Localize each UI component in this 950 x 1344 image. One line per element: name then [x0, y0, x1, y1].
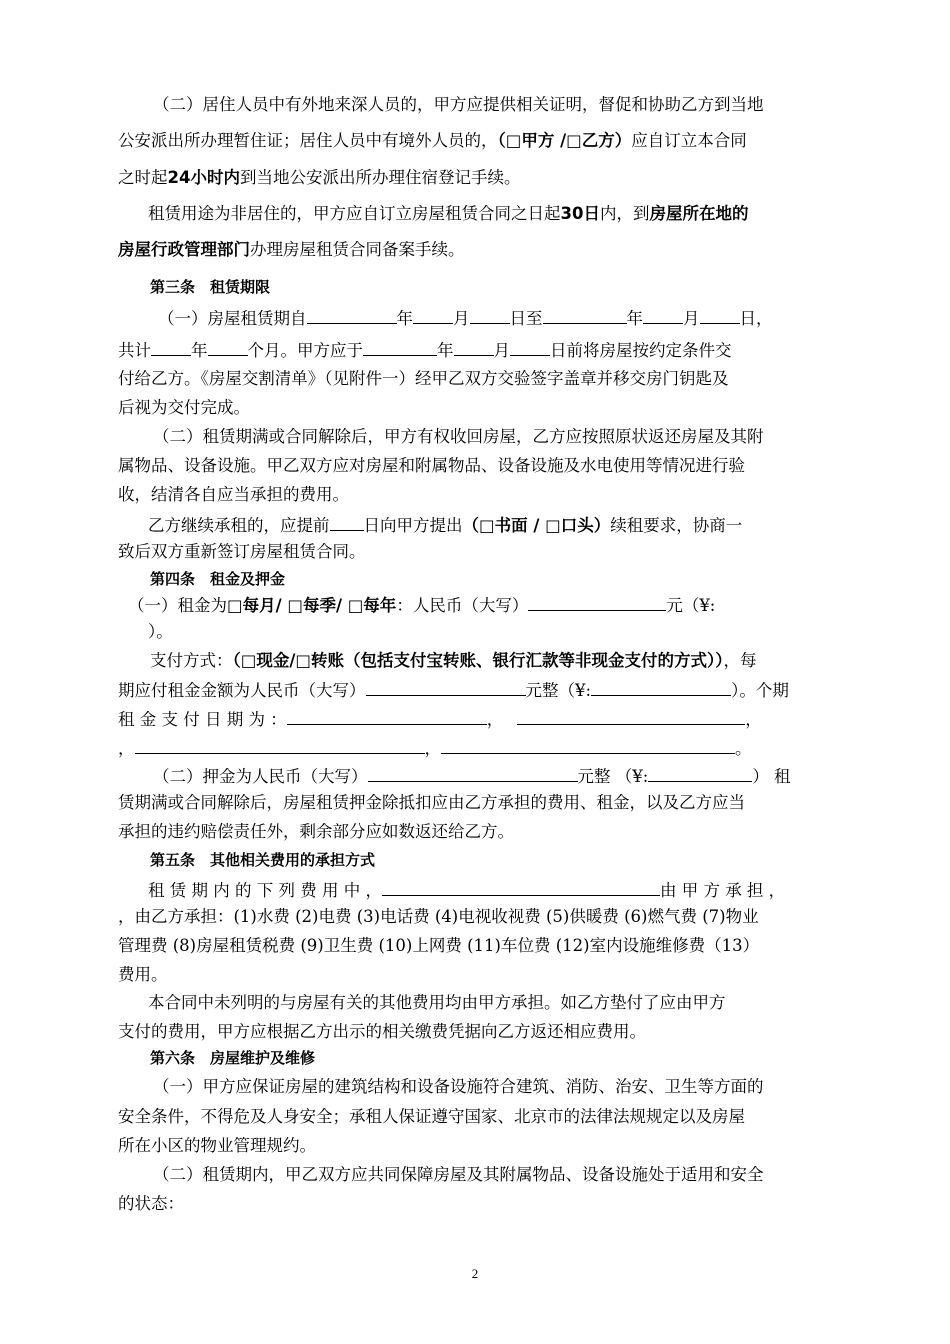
paragraph-line: ， ， 。	[118, 739, 752, 758]
paragraph-line: （一）甲方应保证房屋的建筑结构和设备设施符合建筑、消防、治安、卫生等方面的	[153, 1077, 764, 1096]
paragraph-line: （一）租金为□每月/ □每季/ □每年：人民币（大写） 元（¥:	[128, 596, 716, 615]
blank-field[interactable]	[517, 708, 745, 725]
paragraph-line: 之时起24小时内到当地公安派出所办理住宿登记手续。	[118, 168, 521, 187]
blank-field[interactable]	[330, 514, 364, 531]
paragraph-line: 租 金 支 付 日 期 为 ： ， ，	[118, 710, 762, 729]
paragraph-line: 承担的违约赔偿责任外，剩余部分应如数返还给乙方。	[118, 822, 514, 841]
paragraph-line: ，由乙方承担：(1)水费 (2)电费 (3)电话费 (4)电视收视费 (5)供暖费 (6)燃气费 (7)物业	[118, 907, 759, 926]
paragraph-line: 费用。	[118, 965, 168, 984]
paragraph-line: 支付方式：（□现金/□转账（包括支付宝转账、银行汇款等非现金支付的方式）），每	[150, 651, 757, 670]
section-heading: 第四条 租金及押金	[150, 570, 286, 588]
paragraph-line: ）。	[148, 622, 173, 641]
blank-field[interactable]	[441, 737, 735, 754]
blank-field[interactable]	[510, 339, 550, 356]
paragraph-line: （一）房屋租赁期自 年 月 日至 年 月 日，	[158, 309, 773, 328]
blank-field[interactable]	[307, 307, 397, 324]
paragraph-line: 房屋行政管理部门办理房屋租赁合同备案手续。	[118, 240, 465, 259]
blank-field[interactable]	[366, 679, 526, 696]
blank-field[interactable]	[135, 737, 425, 754]
blank-field[interactable]	[470, 307, 510, 324]
blank-field[interactable]	[363, 339, 437, 356]
blank-field[interactable]	[648, 765, 752, 782]
paragraph-line: 属物品、设备设施。甲乙双方应对房屋和附属物品、设备设施及水电使用等情况进行验	[118, 456, 745, 475]
paragraph-line: 安全条件，不得危及人身安全；承租人保证遵守国家、北京市的法律法规规定以及房屋	[118, 1107, 745, 1126]
paragraph-line: 租赁用途为非居住的，甲方应自订立房屋租赁合同之日起30日内，到房屋所在地的	[148, 204, 749, 223]
blank-field[interactable]	[591, 679, 731, 696]
paragraph-line: 后视为交付完成。	[118, 398, 250, 417]
blank-field[interactable]	[413, 307, 453, 324]
paragraph-line: 所在小区的物业管理规约。	[118, 1136, 316, 1155]
blank-field[interactable]	[454, 339, 494, 356]
paragraph-line: 本合同中未列明的与房屋有关的其他费用均由甲方承担。如乙方垫付了应由甲方	[148, 993, 726, 1012]
paragraph-line: （二）居住人员中有外地来深人员的，甲方应提供相关证明，督促和协助乙方到当地	[153, 95, 764, 114]
paragraph-line: 付给乙方。《房屋交割清单》（见附件一）经甲乙双方交验签字盖章并移交房门钥匙及	[118, 369, 729, 388]
paragraph-line: 赁期满或合同解除后，房屋租赁押金除抵扣应由乙方承担的费用、租金，以及乙方应当	[118, 793, 745, 812]
paragraph-line: 收，结清各自应当承担的费用。	[118, 485, 349, 504]
paragraph-line: 公安派出所办理暂住证；居住人员中有境外人员的，（□甲方 /□乙方）应自订立本合同	[118, 131, 747, 150]
blank-field[interactable]	[151, 339, 191, 356]
paragraph-line: 管理费 (8)房屋租赁税费 (9)卫生费 (10)上网费 (11)车位费 (12)室内设施维修费（13）	[118, 936, 760, 955]
section-heading: 第六条 房屋维护及维修	[150, 1049, 316, 1067]
paragraph-line: （二）租赁期满或合同解除后，甲方有权收回房屋，乙方应按照原状返还房屋及其附	[153, 427, 764, 446]
paragraph-line: 支付的费用，甲方应根据乙方出示的相关缴费凭据向乙方返还相应费用。	[118, 1022, 646, 1041]
paragraph-line: 期应付租金金额为人民币（大写） 元整（¥: ）。个期	[118, 681, 789, 700]
blank-field[interactable]	[208, 339, 248, 356]
blank-field[interactable]	[287, 708, 487, 725]
blank-field[interactable]	[528, 594, 666, 611]
paragraph-line: 致后双方重新签订房屋租赁合同。	[118, 542, 366, 561]
paragraph-line: 乙方继续承租的，应提前 日向甲方提出（□书面 / □口头）续租要求，协商一	[148, 516, 743, 535]
section-heading: 第三条 租赁期限	[150, 278, 271, 296]
blank-field[interactable]	[643, 307, 683, 324]
paragraph-line: （二）押金为人民币（大写） 元整 （¥: ） 租	[153, 767, 791, 786]
blank-field[interactable]	[543, 307, 627, 324]
paragraph-line: 共计 年 个月。甲方应于 年 月 日前将房屋按约定条件交	[118, 341, 732, 360]
blank-field[interactable]	[382, 879, 660, 896]
paragraph-line: （二）租赁期内，甲乙双方应共同保障房屋及其附属物品、设备设施处于适用和安全	[153, 1165, 764, 1184]
section-heading: 第五条 其他相关费用的承担方式	[150, 851, 376, 869]
blank-field[interactable]	[700, 307, 740, 324]
blank-field[interactable]	[368, 765, 578, 782]
paragraph-line: 的状态：	[118, 1194, 184, 1213]
paragraph-line: 租 赁 期 内 的 下 列 费 用 中 ， 由 甲 方 承 担 ，	[148, 881, 786, 900]
page-number: 2	[471, 1266, 479, 1281]
